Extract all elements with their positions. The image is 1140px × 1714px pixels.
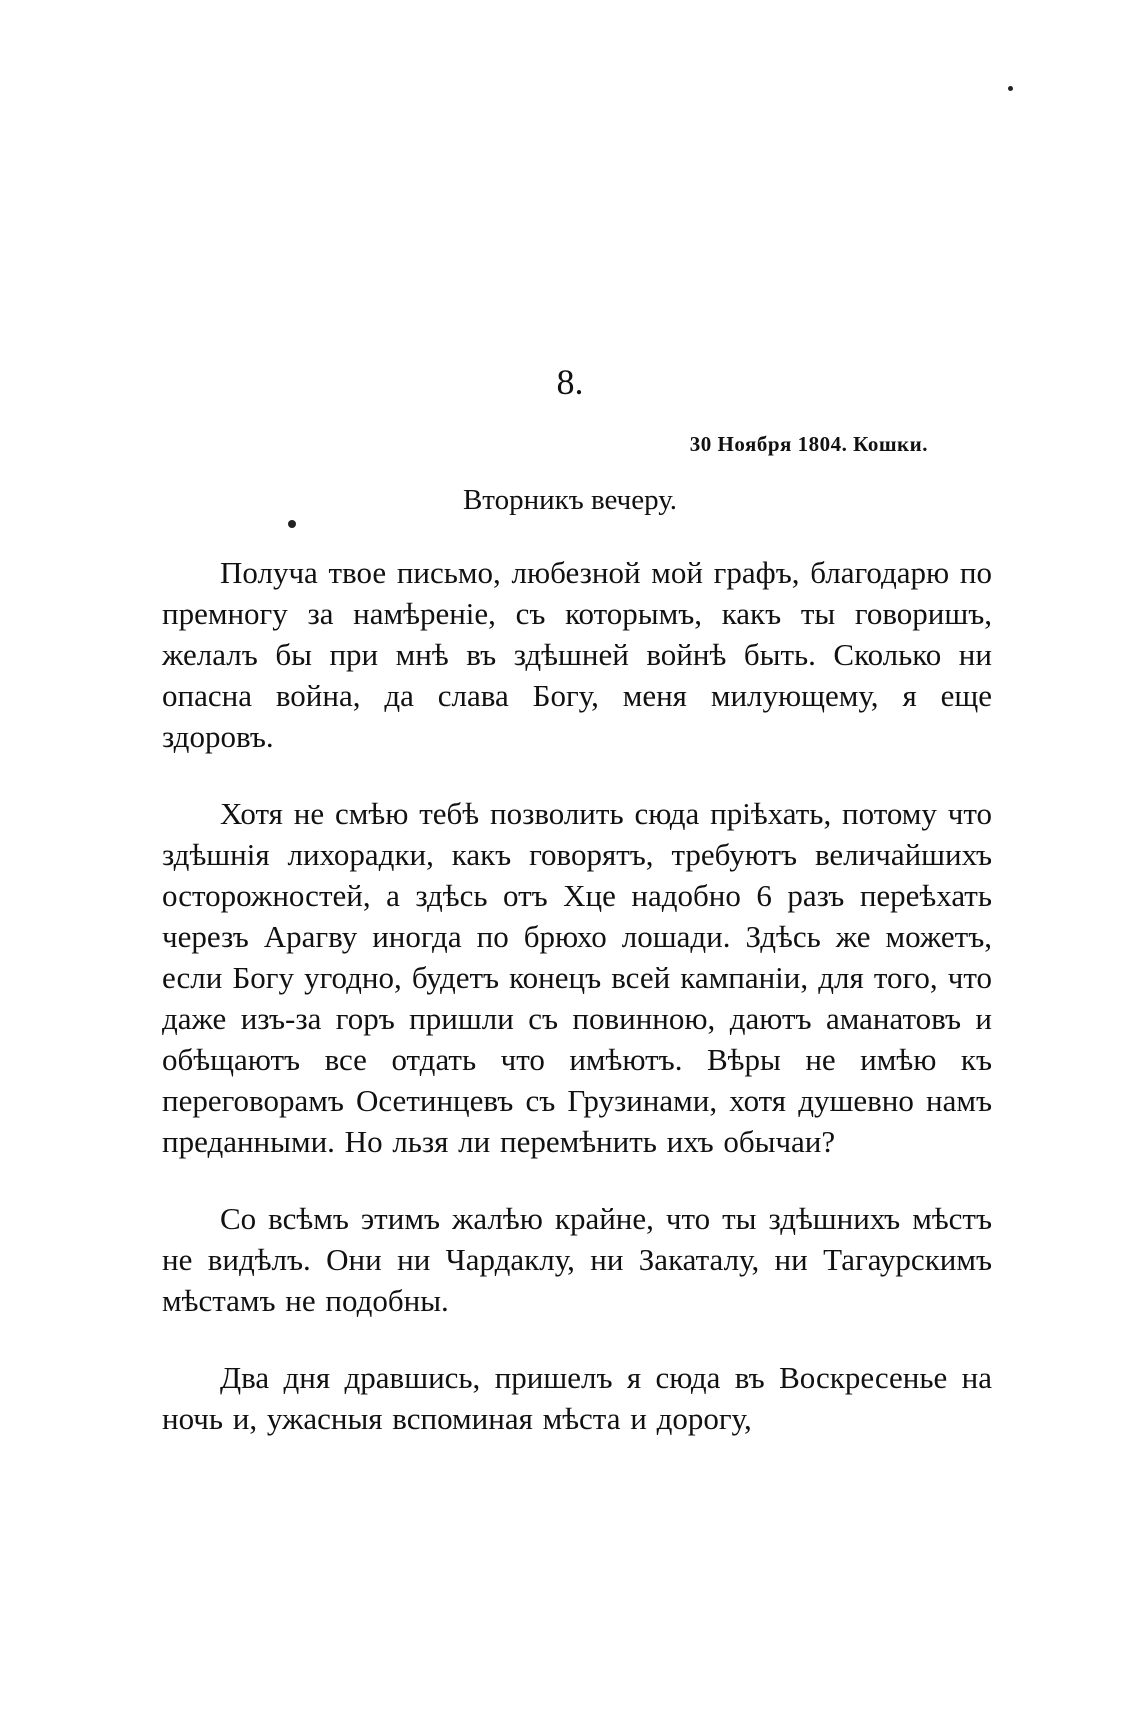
- paragraph-4: Два дня дравшись, пришелъ я сюда въ Воскресенье на ночь и, ужасныя вспоминая мѣста и дорогу,: [162, 1360, 992, 1436]
- paragraph-2: Хотя не смѣю тебѣ позволить сюда пріѣхать, потому что здѣшнія лихорадки, какъ говорятъ, требуютъ величайшихъ осторожностей, а здѣсь отъ Хце надобно 6 разъ переѣхать черезъ Арагву иногда по брюхо лошади. Здѣсь же можетъ, если Богу угодно, будетъ конецъ всей кампаніи, для того, что даже изъ-за горъ пришли съ повинною, даютъ аманатовъ и обѣщаютъ все отдать что имѣютъ. Вѣры не имѣю къ переговорамъ Осетинцевъ съ Грузинами, хотя душевно намъ преданными. Но льзя ли перемѣнить ихъ обычаи?: [162, 796, 992, 1159]
- letter-body: [162, 552, 992, 1475]
- print-speck: [1008, 86, 1013, 91]
- paragraph-3: Со всѣмъ этимъ жалѣю крайне, что ты здѣшнихъ мѣстъ не видѣлъ. Они ни Чардаклу, ни Закаталу, ни Тагаурскимъ мѣстамъ не подобны.: [162, 1201, 992, 1318]
- letter-number: 8.: [556, 362, 584, 402]
- letter-dateline: 30 Ноября 1804. Кошки.: [689, 432, 928, 456]
- paragraph-1: Получа твое письмо, любезной мой графъ, благодарю по премногу за намѣреніе, съ которымъ, какъ ты говоришъ, желалъ бы при мнѣ въ здѣшней войнѣ быть. Сколько ни опасна война, да слава Богу, меня милующему, я еще здоровъ.: [162, 555, 992, 754]
- print-speck: [288, 520, 296, 528]
- letter-salutation: Вторникъ вечеру.: [462, 484, 678, 516]
